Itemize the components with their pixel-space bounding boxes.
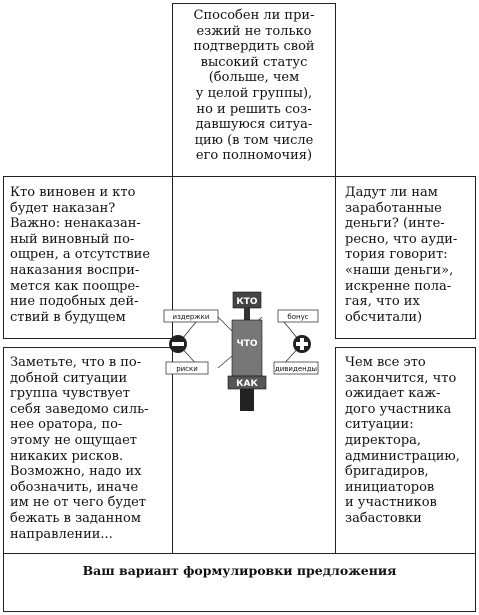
- who-label: КТО: [236, 297, 258, 307]
- footer-box: [3, 553, 476, 612]
- hub-diagram: [160, 286, 320, 414]
- bottom-left-box-text: Заметьте, что в по- добной ситуации группа чувствует себя заведомо силь- нее оратора, по- этому не ощущает никаких рисков. Возможно, надо их обозначить, иначе им не от чего будет бежать в заданном направлении...: [10, 355, 149, 542]
- how-label: КАК: [236, 379, 258, 389]
- bottom-right-box-text: Чем все это закончится, что ожидает каж- дого участника ситуации: директора, администрацию, бригадиров, инициаторов и участников забастовки: [345, 355, 460, 526]
- top-box-text: Способен ли при- езжий не только подтвердить свой высокий статус (больше, чем у целой группы), но и решить соз- давшуюся ситуа- цию (в том числе его полномочия): [193, 8, 315, 164]
- left-box-text: Кто виновен и кто будет наказан? Важно: ненаказан- ный виновный по- ощрен, а отсутствие наказания воспри- мется как поощре- ние подобных дей- ствий в будущем: [10, 185, 151, 325]
- bonus-label: бонус: [287, 313, 309, 321]
- what-label: ЧТО: [236, 339, 258, 349]
- spire: [244, 308, 250, 320]
- connector-line: [218, 317, 232, 331]
- right-box-text: Дадут ли нам заработанные деньги? (инте- ресно, что ауди- тория говорит: «наши деньги», искренне пола- гая, что их обсчитали): [345, 185, 458, 325]
- footer-title: Ваш вариант формулировки предложения: [82, 563, 397, 578]
- connector-line: [218, 356, 232, 368]
- base-block: [240, 389, 254, 411]
- risks-label: риски: [176, 365, 198, 373]
- dividends-label: дивиденды: [274, 365, 318, 373]
- costs-label: издержки: [172, 313, 210, 321]
